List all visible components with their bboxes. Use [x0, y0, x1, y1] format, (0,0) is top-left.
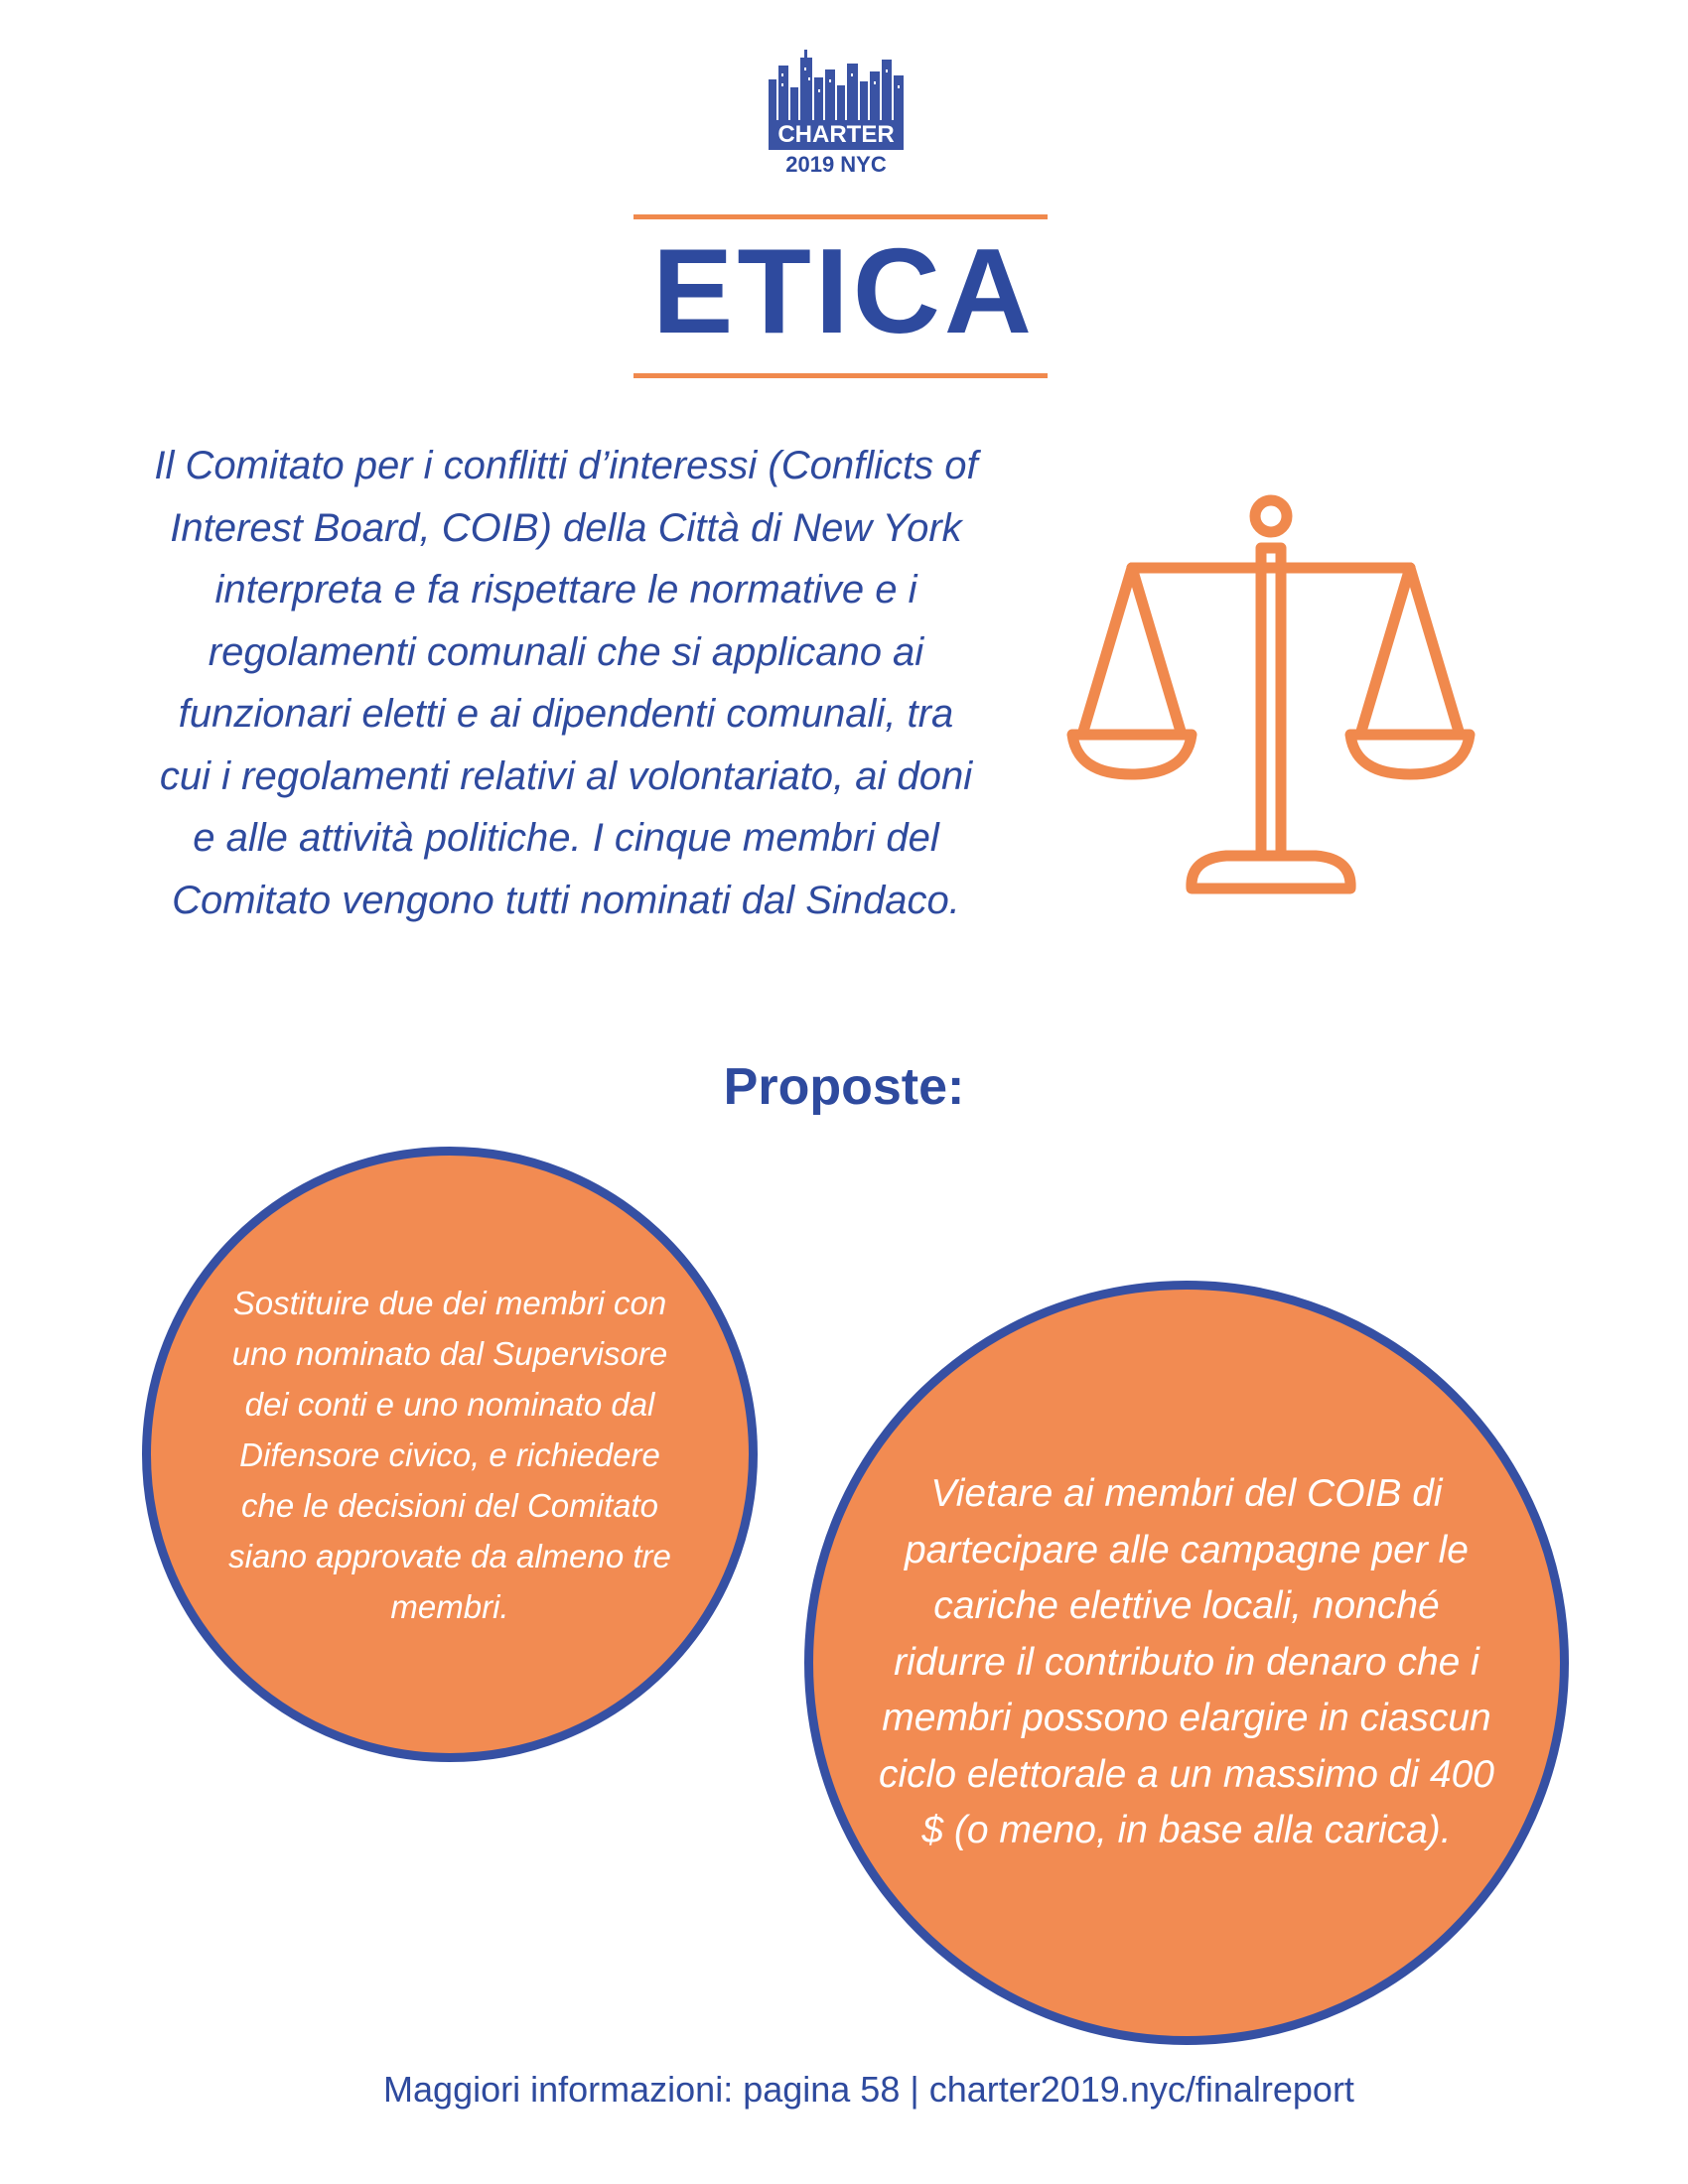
proposal-circle-2: [804, 1281, 1569, 2045]
balance-scale-icon: [1062, 486, 1479, 903]
title-rule-top: [633, 214, 1048, 219]
logo-subtitle: 2019 NYC: [785, 152, 887, 177]
proposal-text: Vietare ai membri del COIB di partecipare alle campagne per le cariche elettive locali, nonché ridurre il contributo in denaro che i membri possono elargire in ciascun ciclo elettorale a un massimo di 400 $ (o meno, in base alla carica).: [879, 1472, 1494, 1852]
proposal-circle-1: [142, 1147, 758, 1762]
title-rule-bottom: [633, 373, 1048, 378]
logo-wordmark: CHARTER: [769, 120, 904, 150]
intro-paragraph: Il Comitato per i conflitti d’interessi (Conflicts of Interest Board, COIB) della Città di New York interpreta e fa rispettare le normative e i regolamenti comunali che si applicano ai funzionari eletti e ai dipendenti comunali, tra cui i regolamenti relativi al volontariato, ai doni e alle attività politiche. I cinque membri del Comitato vengono tutti nominati dal Sindaco.: [154, 444, 978, 922]
charter-logo: [755, 48, 933, 187]
page-title: ETICA: [652, 223, 1036, 358]
city-skyline-icon: [755, 48, 933, 127]
footer-reference: Maggiori informazioni: pagina 58 | charter2019.nyc/finalreport: [383, 2069, 1354, 2110]
proposals-heading: Proposte:: [723, 1058, 965, 1116]
proposal-text: Sostituire due dei membri con uno nominato dal Supervisore dei conti e uno nominato dal Difensore civico, e richiedere che le decisioni del Comitato siano approvate da almeno tre membri.: [228, 1284, 671, 1625]
